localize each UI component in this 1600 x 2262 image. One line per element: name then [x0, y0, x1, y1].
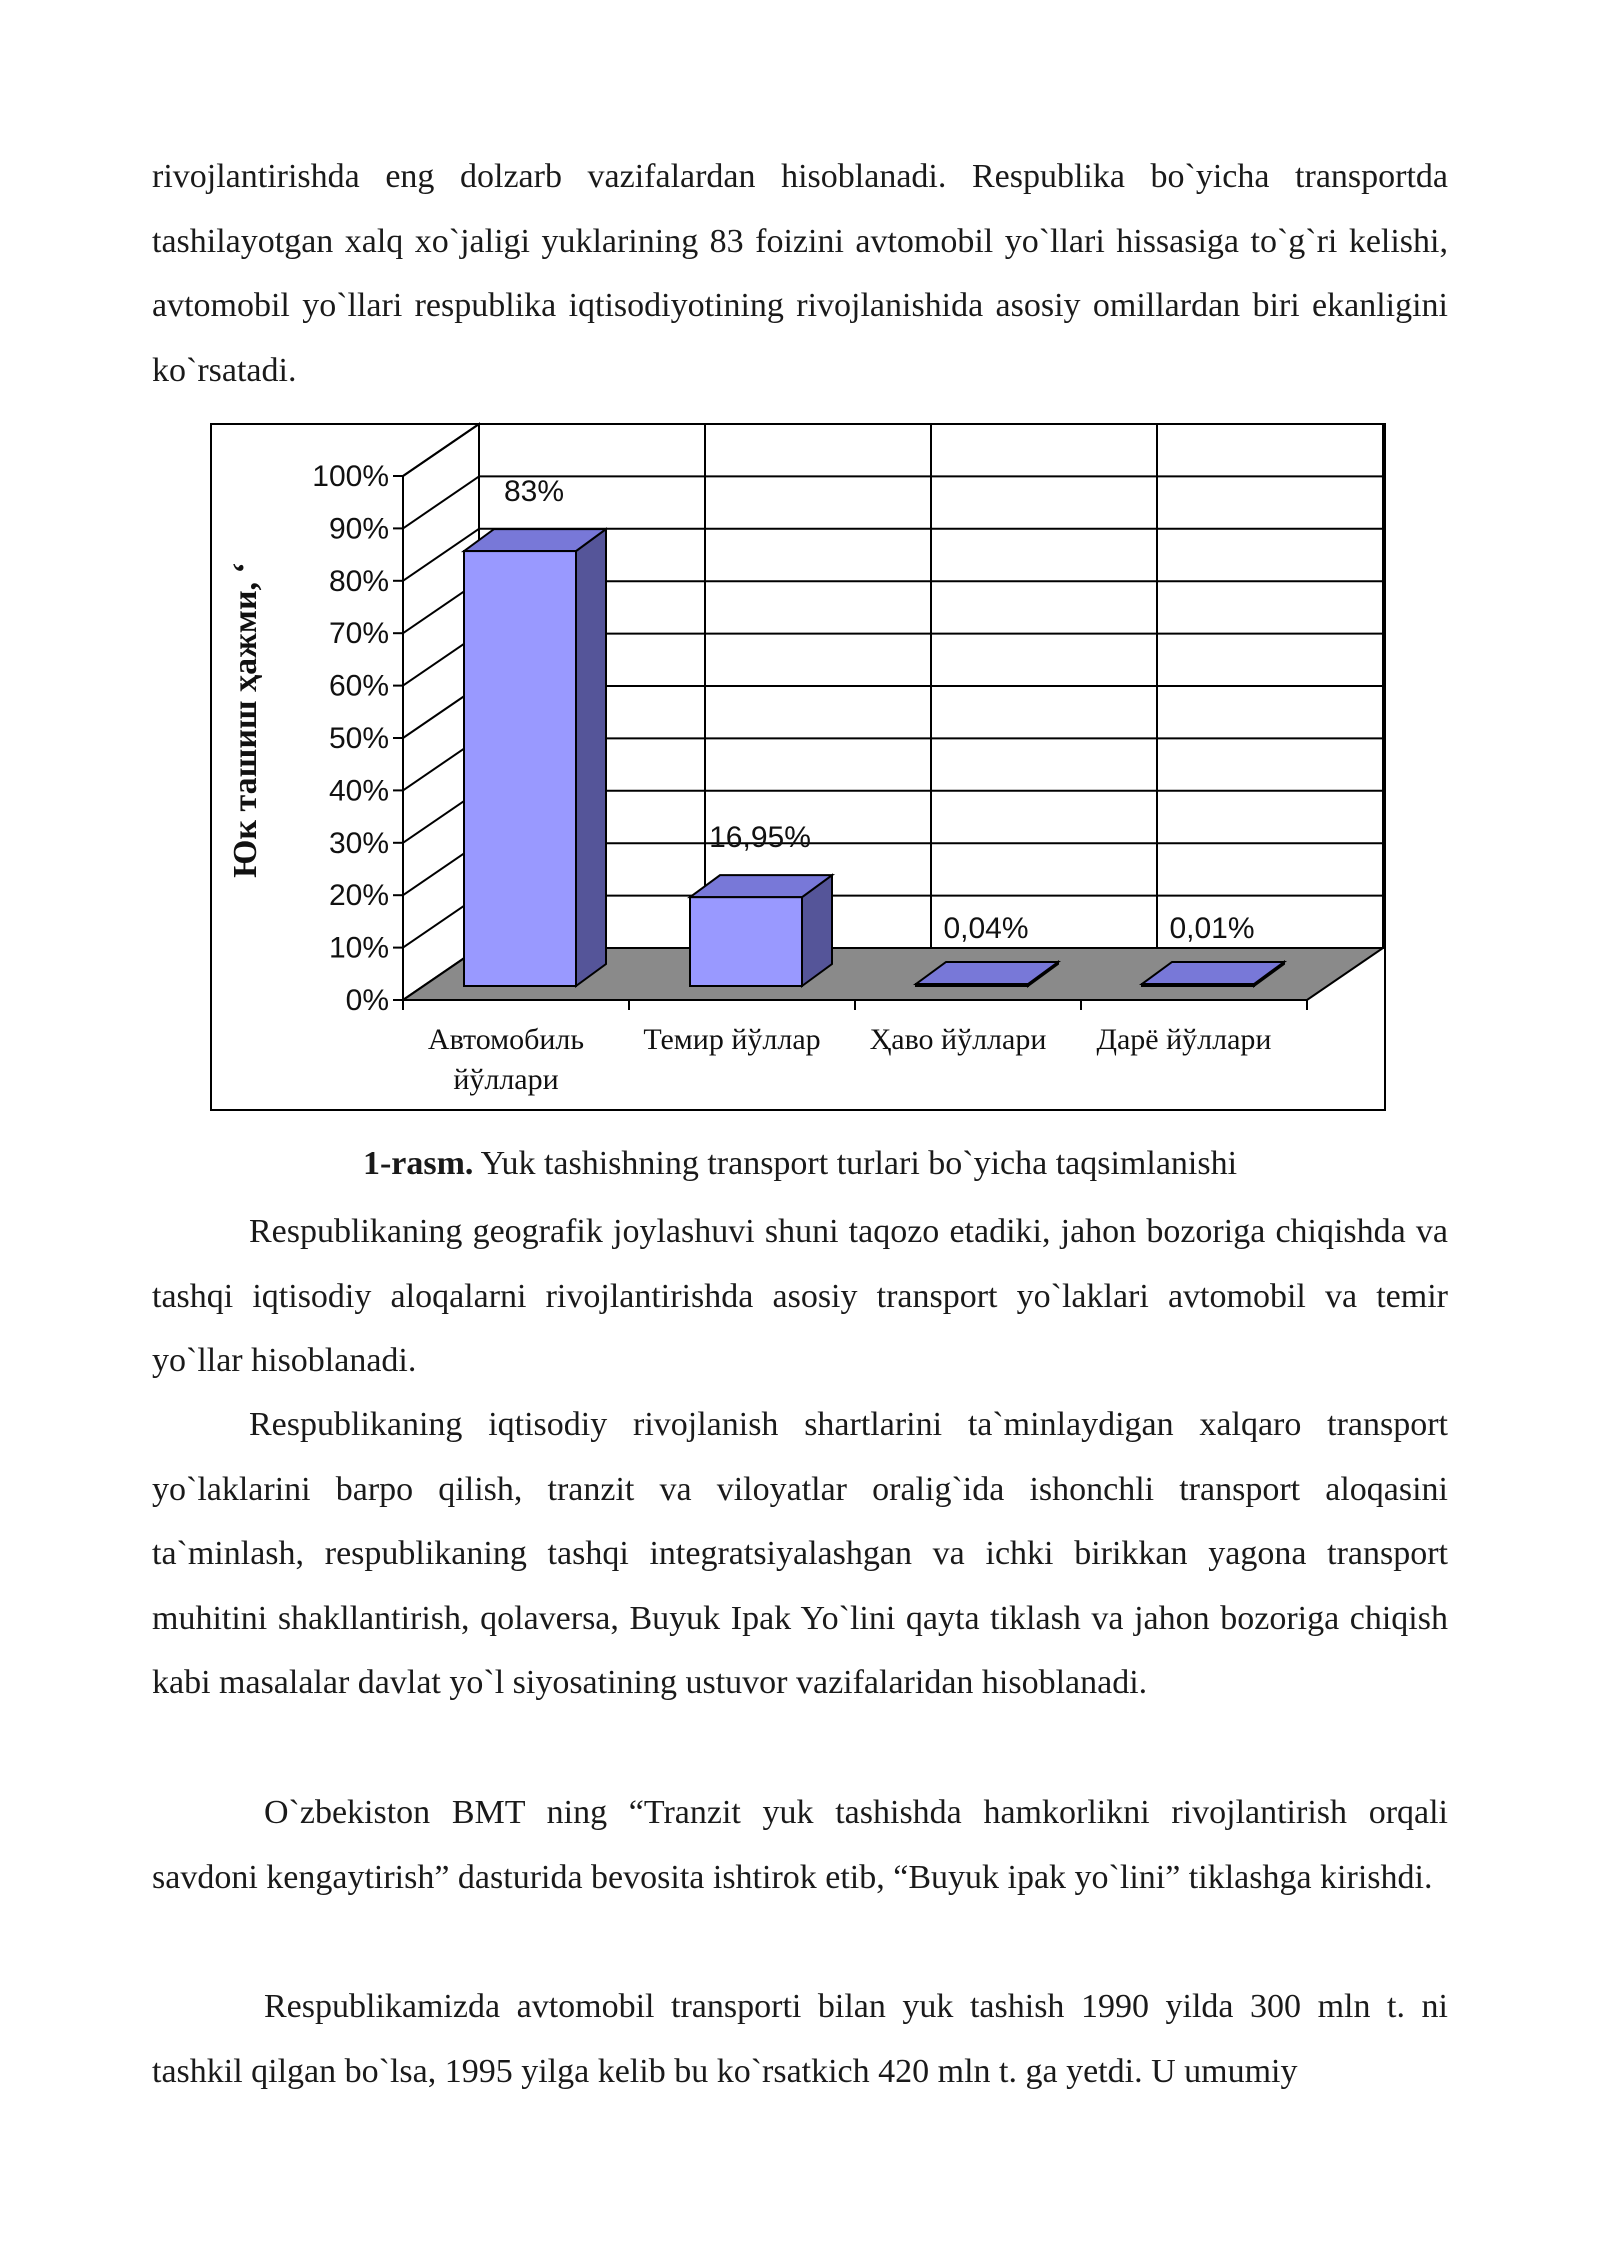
- figure-caption: [152, 1139, 1448, 1189]
- data-label: 83%: [503, 475, 565, 509]
- x-category-label: Ҳаво йўллари: [869, 1023, 1047, 1056]
- bar-side: [576, 529, 606, 986]
- paragraph-4: O`zbekiston BMT ning “Tranzit yuk tashishda hamkorlikni rivojlantirish orqali savdoni kengaytirish” dasturida bevosita ishtirok etib, “Buyuk ipak yo`lini” tiklashga kirishdi.: [152, 1794, 1448, 1896]
- x-category-label: йўллари: [453, 1063, 559, 1096]
- data-label: 16,95%: [709, 821, 811, 855]
- bar: [690, 897, 802, 986]
- bar: [464, 551, 576, 986]
- paragraph-1: rivojlantirishda eng dolzarb vazifalardan hisoblanadi. Respublika bo`yicha transportda tashilayotgan xalq xo`jaligi yuklarining 83 foizini avtomobil yo`llari hissasiga to`g`ri kelishi, avtomobil yo`llari respublika iqtisodiyotining rivojlanishida asosiy omillardan biri ekanligini ko`rsatadi.: [152, 158, 1448, 389]
- y-tick-label: 40%: [328, 774, 389, 808]
- y-tick-label: 10%: [328, 931, 389, 965]
- data-label: 0,04%: [943, 912, 1029, 945]
- bar: [1142, 984, 1254, 986]
- paragraph-5: Respublikamizda avtomobil transporti bilan yuk tashish 1990 yilda 300 mln t. ni tashkil qilgan bo`lsa, 1995 yilga kelib bu ko`rsatkich 420 mln t. ga yetdi. U umumiy: [152, 1988, 1448, 2090]
- y-tick-label: 80%: [328, 564, 389, 598]
- y-tick-label: 30%: [328, 826, 389, 860]
- y-tick-label: 0%: [345, 984, 389, 1017]
- caption-text: Yuk tashishning transport turlari bo`yicha taqsimlanishi: [473, 1145, 1238, 1182]
- data-label: 0,01%: [1169, 912, 1255, 945]
- y-tick-label: 100%: [312, 460, 389, 493]
- y-tick-label: 50%: [328, 722, 389, 755]
- y-tick-label: 60%: [328, 669, 389, 703]
- y-tick-label: 70%: [328, 617, 389, 651]
- y-tick-label: 90%: [328, 512, 389, 546]
- caption-label: 1-rasm.: [362, 1145, 474, 1182]
- y-tick-label: 20%: [328, 879, 389, 913]
- paragraph-2: Respublikaning geografik joylashuvi shuni taqozo etadiki, jahon bozoriga chiqishda va tashqi iqtisodiy aloqalarni rivojlantirishda asosiy transport yo`laklari avtomobil va temir yo`llar hisoblanadi.: [152, 1213, 1448, 1379]
- bar: [916, 984, 1028, 986]
- x-category-label: Дарё йўллари: [1096, 1023, 1272, 1056]
- paragraph-3: Respublikaning iqtisodiy rivojlanish shartlarini ta`minlaydigan xalqaro transport yo`laklarini barpo qilish, tranzit va viloyatlar oralig`ida ishonchli transport aloqasini ta`minlash, respublikaning tashqi integratsiyalashgan va ichki birikkan yagona transport muhitini shakllantirish, qolaversa, Buyuk Ipak Yo`lini qayta tiklash va jahon bozoriga chiqish kabi masalalar davlat yo`l siyosatining ustuvor vazifalaridan hisoblanadi.: [152, 1406, 1448, 1701]
- x-category-label: Темир йўллар: [643, 1023, 821, 1056]
- x-category-label: Автомобиль: [427, 1023, 585, 1056]
- y-axis-title: Юк ташиш ҳажми, ‘: [227, 562, 264, 878]
